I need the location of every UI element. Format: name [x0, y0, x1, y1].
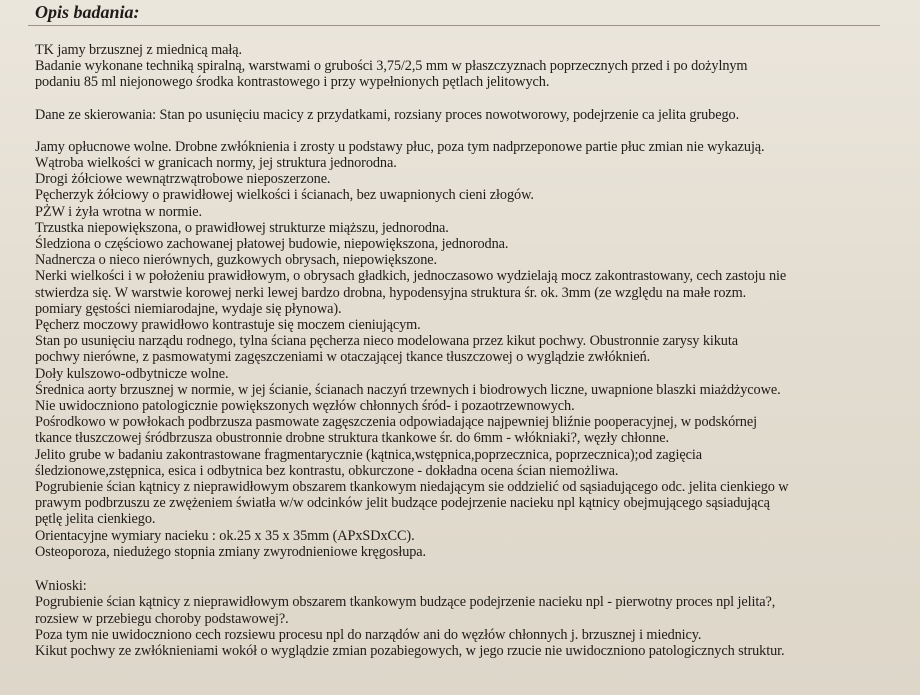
finding-line: PŻW i żyła wrotna w normie.: [35, 203, 202, 220]
finding-line: prawym podbrzuszu ze zwężeniem światła w/w odcinków jelit budzące podejrzenie nacieku npl kątnicy obejmującego sąsiadującą: [35, 495, 770, 512]
conclusion-line: rozsiew w przebiegu choroby podstawowej?.: [35, 610, 289, 627]
report-line: TK jamy brzusznej z miednicą małą.: [35, 42, 242, 58]
finding-line: Pogrubienie ścian kątnicy z nieprawidłowym obszarem tkankowym niedającym sie oddzielić od sąsiadującego odc. jelita cienkiego w: [35, 479, 789, 496]
finding-line: Stan po usunięciu narządu rodnego, tylna ściana pęcherza nieco modelowana przez kikut pochwy. Obustronnie zarysy kikuta: [35, 333, 738, 350]
finding-line: tkance tłuszczowej śródbrzusza obustronnie drobne struktura tkankowe śr. do 6mm - włókniaki?, węzły chłonne.: [35, 430, 669, 447]
finding-line: pochwy nierówne, z pasmowatymi zagęszczeniami w otaczającej tkance tłuszczowej o wyglądzie zwłóknień.: [35, 349, 651, 366]
finding-line: Jamy opłucnowe wolne. Drobne zwłóknienia i zrosty u podstawy płuc, poza tym nadprzeponowe partie płuc zmian nie wykazują.: [35, 138, 765, 155]
finding-line: Jelito grube w badaniu zakontrastowane fragmentarycznie (kątnica,wstępnica,poprzecznica, poprzecznica);od zagięcia: [35, 446, 702, 463]
finding-line: Osteoporoza, niedużego stopnia zmiany zwyrodnieniowe kręgosłupa.: [35, 543, 427, 560]
report-body: [35, 42, 906, 659]
finding-line: Nadnercza o nieco nierównych, guzkowych obrysach, niepowiększone.: [35, 252, 438, 269]
finding-line: stwierdza się. W warstwie korowej nerki lewej bardzo drobna, hypodensyjna struktura śr. ok. 3mm (ze względu na małe rozm.: [35, 284, 747, 301]
finding-line: Pośrodkowo w powłokach podbrzusza pasmowate zagęszczenia odpowiadające najpewniej bliźnie pooperacyjnej, w podskórnej: [35, 414, 757, 431]
finding-line: Nerki wielkości i w położeniu prawidłowym, o obrysach gładkich, jednoczasowo wydzielają mocz zakontrastowany, cech zastoju nie: [35, 268, 787, 285]
finding-line: pętlę jelita cienkiego.: [35, 511, 156, 528]
finding-line: Orientacyjne wymiary nacieku : ok.25 x 35 x 35mm (APxSDxCC).: [35, 527, 415, 544]
report-line: podaniu 85 ml niejonowego środka kontrastowego i przy wypełnionych pętlach jelitowych.: [35, 74, 550, 91]
findings-block: [35, 139, 906, 560]
finding-line: Pęcherz moczowy prawidłowo kontrastuje się moczem cieniującym.: [35, 317, 421, 334]
referral-line: Dane ze skierowania: Stan po usunięciu macicy z przydatkami, rozsiany proces nowotworowy, podejrzenie ca jelita grubego.: [35, 106, 740, 123]
conclusion-line: Kikut pochwy ze zwłóknieniami wokół o wyglądzie zmian pozabiegowych, w jego rzucie nie uwidoczniono patologicznych struktur.: [35, 642, 785, 659]
finding-line: pomiary gęstości niemiarodajne, wydaje się płynowa).: [35, 300, 342, 317]
finding-line: Średnica aorty brzusznej w normie, w jej ścianie, ścianach naczyń trzewnych i biodrowych liczne, uwapnione blaszki miażdżycowe.: [35, 381, 781, 398]
report-line: Badanie wykonane techniką spiralną, warstwami o grubości 3,75/2,5 mm w płaszczyznach poprzecznych przed i po dożylnym: [35, 58, 748, 75]
conclusion-line: Pogrubienie ścian kątnicy z nieprawidłowym obszarem tkankowym budzące podejrzenie nacieku npl - pierwotny proces npl jelita?,: [35, 594, 776, 611]
section-heading: Opis badania:: [35, 2, 140, 22]
finding-line: śledzionowe,zstępnica, esica i odbytnica bez kontrastu, obkurczone - dokładna ocena ścian niemożliwa.: [35, 462, 619, 479]
heading-divider: [28, 25, 880, 26]
finding-line: Śledziona o częściowo zachowanej płatowej budowie, niepowiększona, jednorodna.: [35, 236, 509, 253]
conclusions-heading: Wnioski:: [35, 578, 87, 595]
intro-block: [35, 42, 906, 91]
finding-line: Wątroba wielkości w granicach normy, jej struktura jednorodna.: [35, 155, 397, 172]
finding-line: Pęcherzyk żółciowy o prawidłowej wielkości i ścianach, bez uwapnionych cieni złogów.: [35, 187, 534, 204]
finding-line: Trzustka niepowiększona, o prawidłowej strukturze miąższu, jednorodna.: [35, 219, 449, 236]
conclusion-line: Poza tym nie uwidoczniono cech rozsiewu procesu npl do narządów ani do węzłów chłonnych j. brzusznej i miednicy.: [35, 626, 702, 643]
finding-line: Doły kulszowo-odbytnicze wolne.: [35, 365, 229, 382]
finding-line: Nie uwidoczniono patologicznie powiększonych węzłów chłonnych śród- i pozaotrzewnowych.: [35, 398, 575, 415]
finding-line: Drogi żółciowe wewnątrzwątrobowe nieposzerzone.: [35, 171, 331, 188]
conclusions-block: [35, 578, 906, 659]
